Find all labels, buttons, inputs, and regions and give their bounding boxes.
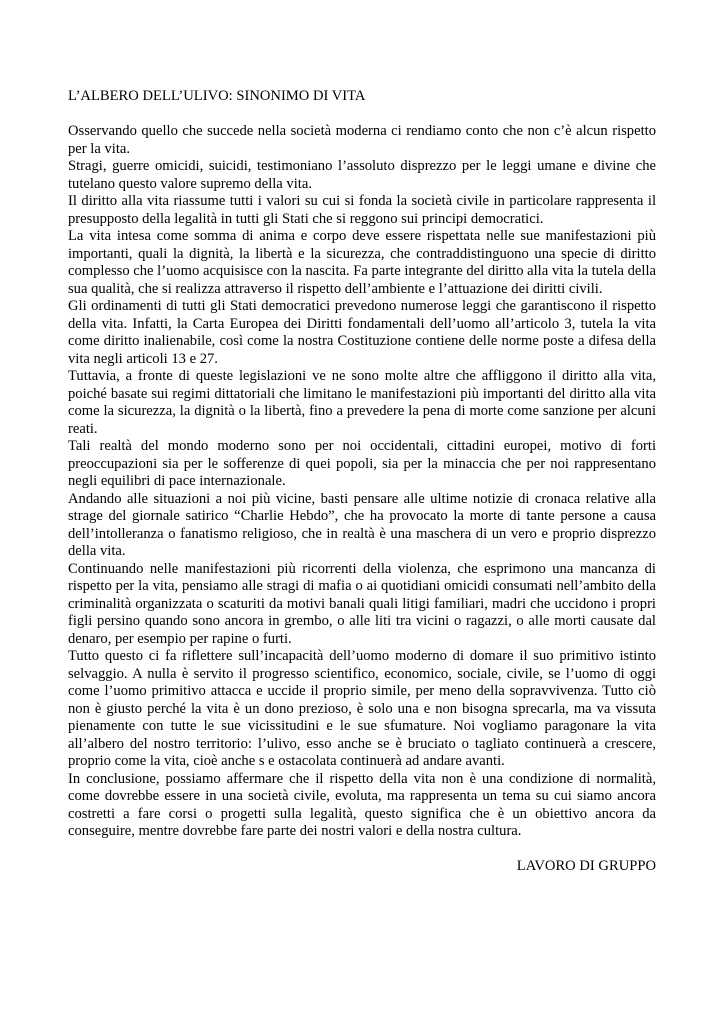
document-page [68,88,656,876]
document-signature: LAVORO DI GRUPPO [516,858,656,874]
paragraph: In conclusione, possiamo affermare che il rispetto della vita non è una condizione di normalità, come dovrebbe essere in una società civile, evoluta, ma rappresenta un tema su cui siamo ancora costretti a fare corsi o progetti sulla legalità, questo significa che è un obiettivo ancora da conseguire, mentre dovrebbe fare parte dei nostri valori e della nostra cultura. [68,770,656,839]
paragraph: Tali realtà del mondo moderno sono per noi occidentali, cittadini europei, motivo di forti preoccupazioni sia per le sofferenze di quei popoli, sia per la minaccia che per noi rappresentano negli equilibri di pace internazionale. [68,438,656,489]
paragraph: Andando alle situazioni a noi più vicine, basti pensare alle ultime notizie di cronaca relative alla strage del giornale satirico “Charlie Hebdo”, che ha provocato la morte di tante persone a causa dell’intolleranza o fanatismo religioso, che in realtà è una maschera di un vero e proprio disprezzo della vita. [68,490,656,559]
paragraph: Tutto questo ci fa riflettere sull’incapacità dell’uomo moderno di domare il suo primitivo istinto selvaggio. A nulla è servito il progresso scientifico, economico, sociale, civile, se l’uomo di oggi come l’uomo primitivo attacca e uccide il proprio simile, per meno della sopravvivenza. Tutto ciò non è giusto perché la vita è un dono prezioso, è solo una e non bisogna sprecarla, ma va vissuta pienamente con tutte le sue vicissitudini e le sue sfumature. Noi vogliamo paragonare la vita all’albero del nostro territorio: l’ulivo, esso anche se è bruciato o tagliato continuerà a crescere, proprio come la vita, cioè anche s e ostacolata continuerà ad andare avanti. [68,648,656,769]
document-body [68,123,656,841]
paragraph: Tuttavia, a fronte di queste legislazioni ve ne sono molte altre che affliggono il diritto alla vita, poiché basate sui regimi dittatoriali che limitano le manifestazioni più importanti del diritto alla vita come la sicurezza, la dignità o la libertà, fino a prevedere la pena di morte come sanzione per alcuni reati. [68,368,656,437]
paragraph: Continuando nelle manifestazioni più ricorrenti della violenza, che esprimono una mancanza di rispetto per la vita, pensiamo alle stragi di mafia o ai quotidiani omicidi consumati nell’ambito della criminalità organizzata o scaturiti da motivi banali quali litigi familiari, madri che uccidono i propri figli persino quando sono ancora in grembo, o alle liti tra vicini o ragazzi, o alle morti causate dal denaro, per esempio per rapine o furti. [68,560,656,647]
paragraph: Stragi, guerre omicidi, suicidi, testimoniano l’assoluto disprezzo per le leggi umane e divine che tutelano questo valore supremo della vita. [68,158,656,192]
paragraph: Il diritto alla vita riassume tutti i valori su cui si fonda la società civile in particolare rappresenta il presupposto della legalità in tutti gli Stati che si reggono sui principi democratici. [68,193,656,227]
paragraph: La vita intesa come somma di anima e corpo deve essere rispettata nelle sue manifestazioni più importanti, quali la dignità, la libertà e la sicurezza, che contraddistinguono una specie di diritto complesso che l’uomo acquisisce con la nascita. Fa parte integrante del diritto alla vita la tutela della sua qualità, che si realizza attraverso il rispetto dell’ambiente e l’attuazione dei diritti civili. [68,228,656,297]
paragraph: Osservando quello che succede nella società moderna ci rendiamo conto che non c’è alcun rispetto per la vita. [68,123,656,157]
document-title: L’ALBERO DELL’ULIVO: SINONIMO DI VITA [68,88,366,104]
paragraph: Gli ordinamenti di tutti gli Stati democratici prevedono numerose leggi che garantiscono il rispetto della vita. Infatti, la Carta Europea dei Diritti fondamentali dell’uomo all’articolo 3, tutela la vita come diritto inalienabile, così come la nostra Costituzione contiene delle norme poste a difesa della vita negli articoli 13 e 27. [68,298,656,367]
